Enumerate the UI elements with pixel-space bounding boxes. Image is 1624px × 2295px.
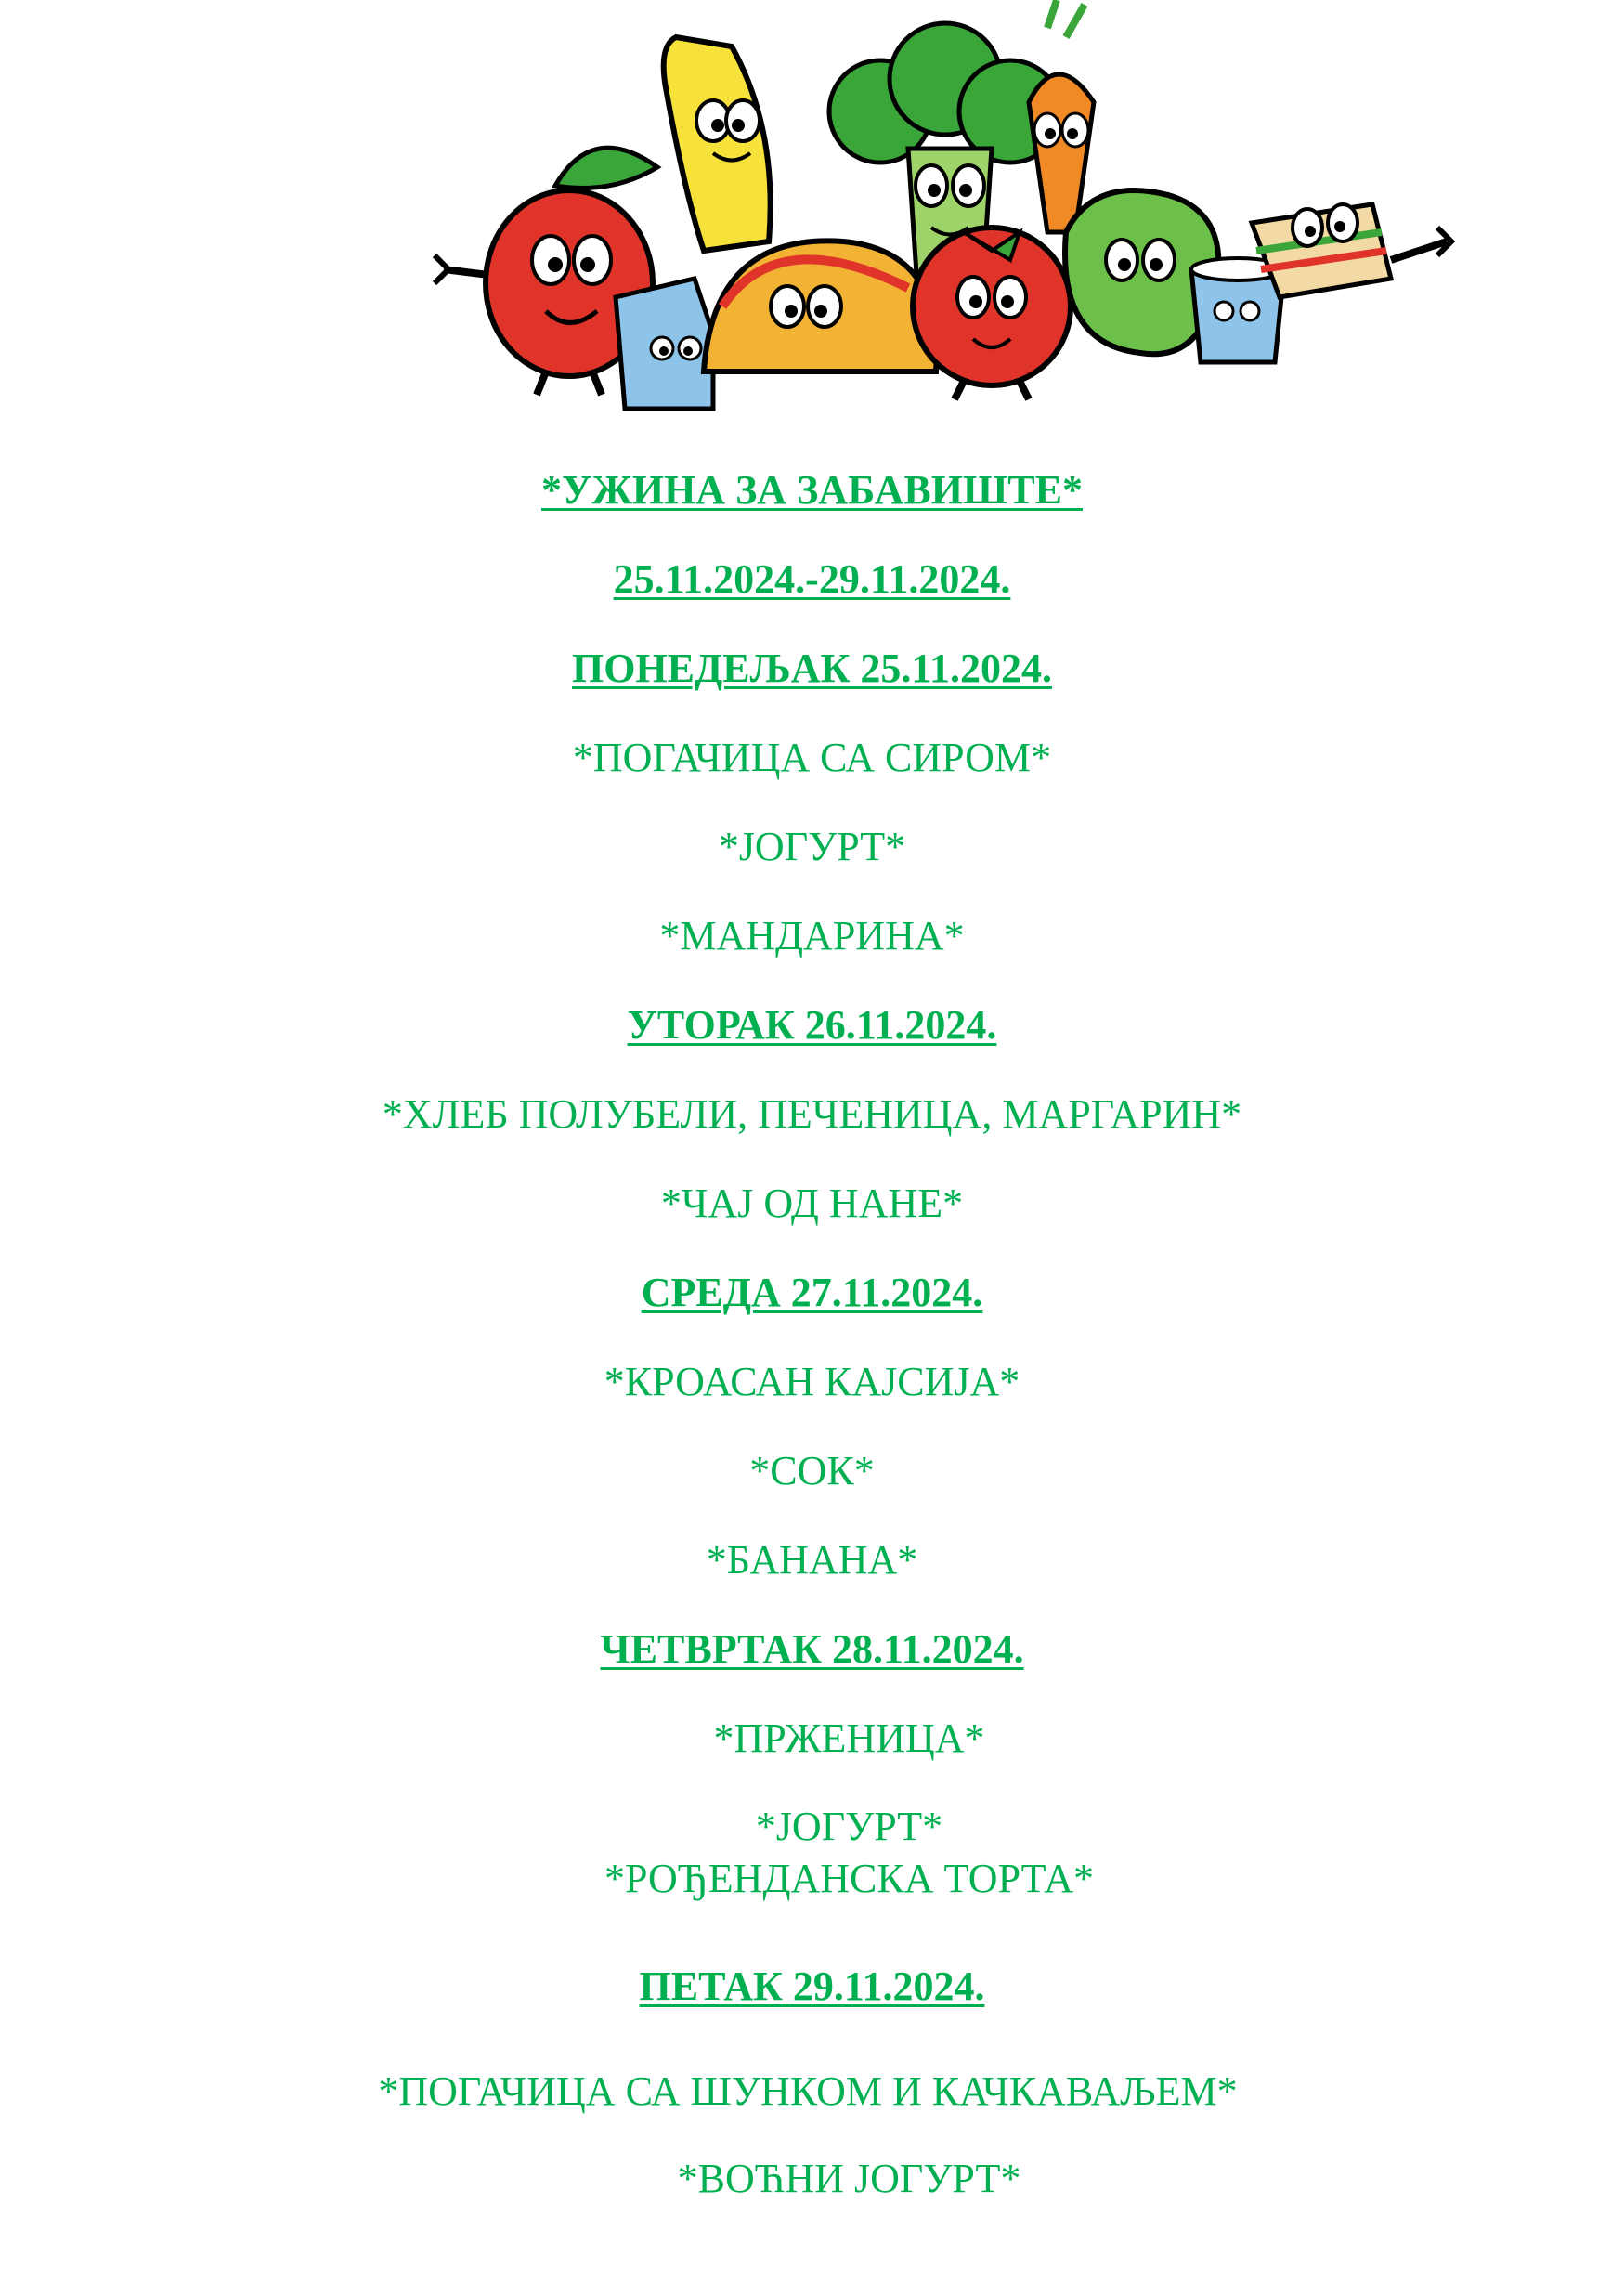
menu-item: *МАНДАРИНА* [659,913,965,958]
day-heading-monday: ПОНЕДЕЉАК 25.11.2024. [571,645,1053,691]
menu-item: *ПОГАЧИЦА СА ШУНКОМ И КАЧКАВАЉЕМ* [378,2068,1238,2114]
page-title: *УЖИНА ЗА ЗАБАВИШТЕ* [541,467,1083,513]
carrot-character [1029,0,1094,232]
day-heading-thursday: ЧЕТВРТАК 28.11.2024. [600,1626,1024,1672]
menu-item: *ЧАЈ ОД НАНЕ* [660,1180,964,1226]
menu-item: *БАНАНА* [706,1537,918,1583]
menu-item: *РОЂЕНДАНСКА ТОРТА* [604,1856,1095,1901]
week-range: 25.11.2024.-29.11.2024. [613,556,1011,602]
menu-item: *КРОАСАН КАЈСИЈА* [604,1359,1020,1404]
menu-item: *ЈОГУРТ* [755,1804,943,1849]
taco-character [704,241,937,372]
menu-item: *ПРЖЕНИЦА* [713,1715,985,1761]
menu-item: *СОК* [749,1448,875,1493]
milk-carton-character [616,279,713,409]
banana-character [664,37,771,251]
sandwich-character [1252,204,1451,297]
day-heading-tuesday: УТОРАК 26.11.2024. [627,1002,997,1048]
menu-item: *ХЛЕБ ПОЛУБЕЛИ, ПЕЧЕНИЦА, МАРГАРИН* [382,1091,1242,1137]
day-heading-friday: ПЕТАК 29.11.2024. [639,1963,985,2009]
food-characters-illustration [416,0,1467,418]
menu-item: *ЈОГУРТ* [718,824,906,869]
day-heading-wednesday: СРЕДА 27.11.2024. [641,1270,983,1315]
menu-item: *ПОГАЧИЦА СА СИРОМ* [572,735,1052,780]
menu-item: *ВОЋНИ ЈОГУРТ* [677,2156,1021,2201]
